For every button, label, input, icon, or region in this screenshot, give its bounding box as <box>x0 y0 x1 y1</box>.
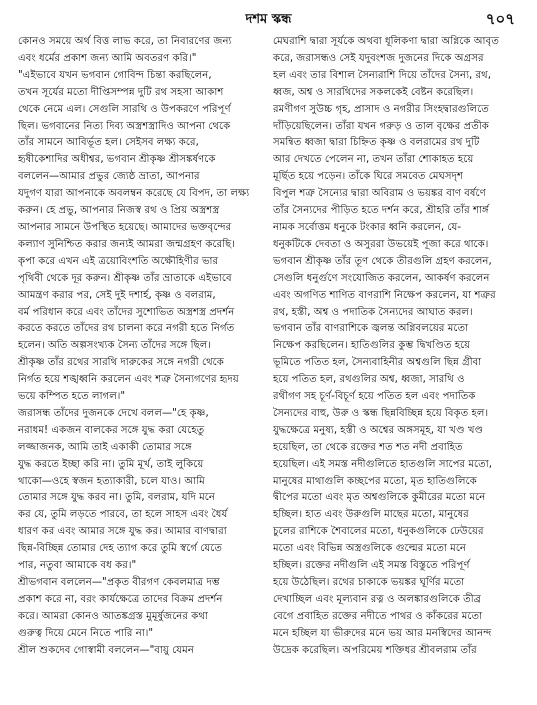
text-line: হৃষীকেশাদির অধীশ্বর, ভগবান শ্রীকৃষ্ণ শ্রীসঙ্কর্ষণকে <box>18 154 216 166</box>
text-line: মেঘরাশি দ্বারা সূর্যকে অথবা ধূলিকণা দ্বারা অগ্নিকে আবৃত <box>273 36 499 47</box>
text-line: বেগে প্রবাহিত রক্তের নদীতে পাথর ও কাঁকরের মতো <box>273 610 483 622</box>
text-line: নির্গত হয়ে শঙ্খধ্বনি করলেন এবং শত্রু সৈন্যগণের হৃদয় <box>18 374 239 386</box>
text-line: করতে করতে তাঁদের রথ চালনা করে নগরী হতে নির্গত <box>18 323 235 335</box>
text-line: সৈন্যদের বাহু, উরু ও স্কন্ধ ছিন্নবিচ্ছিন্ন হয়ে বিকৃত হল। <box>273 407 489 419</box>
text-line: বললেন—আমার প্রভুর জ্যেষ্ঠ ভ্রাতা, আপনার <box>18 171 200 183</box>
text-line: উদ্রেক করেছিল। অপরিমেয় শক্তিধর শ্রীবলরাম তাঁর <box>273 644 477 656</box>
text-line: হচ্ছিল। রক্তের নদীগুলি এই সমস্ত বিস্তুতে পরিপূর্ণ <box>273 560 470 572</box>
text-line: তাঁর সৈন্যদের পীড়িত হতে দর্শন করে, শ্রীহরি তাঁর শার্ঙ্গ <box>273 205 489 217</box>
text-line: শ্রীভগবান বললেন—"প্রকৃত বীরগণ কেবলমাত্র দম্ভ <box>18 577 220 588</box>
text-line: তোমার সঙ্গে যুদ্ধ করব না। তুমি, বলরাম, যদি মনে <box>18 492 215 504</box>
text-line: যদুগণ যারা আপনাকে অবলম্বন করেছে যে বিপদ, তা লক্ষ্য <box>18 188 250 200</box>
text-line: নিক্ষেপ করছিলেন। হাতিগুলির কুম্ভ দ্বিখণ্ডিত হয়ে <box>273 340 471 352</box>
text-line: ভগবান শ্রীকৃষ্ণ তাঁর তূণ থেকে তীরগুলি গ্রহণ করলেন, <box>273 255 492 267</box>
text-line: যুদ্ধক্ষেত্রে মনুষ্য, হস্তী ও অশ্বের অঙ্গসমূহ, যা খণ্ড খণ্ড <box>273 424 484 436</box>
text-line: পৃথিবী থেকে দূর করুন। শ্রীকৃষ্ণ তাঁর ভ্রাতাকে এইভাবে <box>18 272 232 284</box>
text-line: প্রকাশ করে না, বরং কার্যক্ষেত্রে তাদের বিক্রম প্রদর্শন <box>18 593 223 605</box>
text-line: দাঁড়িয়েছিলেন। তাঁরা যখন গরুড় ও তাল বৃক্ষের প্রতীক <box>273 120 489 132</box>
text-line: লজ্জাজনক, আমি তাই একাকী তোমার সঙ্গে <box>18 441 192 453</box>
text-line: কর যে, তুমি লড়তে পারবে, তা হলে সাহস এবং ধৈর্য <box>18 509 228 521</box>
text-line: করে, জরাসন্ধও সেই যদুবংশজ দুজনের দিকে অগ্রসর <box>273 52 484 64</box>
text-line: কল্যাণ সুনিশ্চিত করার জন্যই আমরা জন্মগ্রহণ করেছি। <box>18 238 235 250</box>
text-line: আপনার সামনে উপস্থিত হয়েছে। আমাদের ভক্তবৃন্দের <box>18 221 232 233</box>
text-line: মনে হচ্ছিল যা ভীরুদের মনে ভয় আর মনস্বিদের আনন্দ <box>273 627 492 639</box>
text-line: সেগুলি ধনুর্গুণে সংযোজিত করলেন, আকর্ষণ করলেন <box>273 272 490 284</box>
text-line: দেখাচ্ছিল এবং মূল্যবান রত্ন ও অলঙ্কারগুলিকে তীব্র <box>273 593 481 605</box>
text-line: আমন্ত্রণ করার পর, সেই দুই দশার্হ, কৃষ্ণ ও বলরাম, <box>18 289 216 301</box>
text-line: মূর্ছিত হয়ে পড়েন। তাঁকে ঘিরে সমবেত মেঘসদৃশ <box>273 171 463 183</box>
text-line: দ্বীপের মতো এবং মৃত অশ্বগুলিকে কুমীরের মতো মনে <box>273 492 486 504</box>
text-line: যুদ্ধ করতে ইচ্ছা করি না। তুমি মূর্খ, তাই লুকিয়ে <box>18 458 204 470</box>
text-line: হল এবং তার বিশাল সৈন্যরাশি দিয়ে তাঁদের সৈন্য, রথ, <box>273 69 491 81</box>
text-line: আর দেখতে পেলেন না, তখন তাঁরা শোকাহত হয়ে <box>273 154 474 166</box>
text-line: করে। আমরা কোনও আতঙ্কগ্রস্ত মুমূর্ষুজনের কথা <box>18 610 208 622</box>
text-line: হচ্ছিল। হাত এবং উরুগুলি মাছের মতো, মানুষের <box>273 509 469 521</box>
text-line: গুরুত্ব দিয়ে মেনে নিতে পারি না।" <box>18 627 154 639</box>
text-line: কৃপা করে এখন এই ত্রয়োবিংশতি অক্ষৌহিণীর ভার <box>18 255 219 267</box>
text-line: হয়ে পতিত হল, রথগুলির অশ্ব, ধ্বজা, সারথি ও <box>273 374 465 386</box>
text-line: রথীগণ সহ চূর্ণ-বিচূর্ণ হয়ে পতিত হল এবং পদাতিক <box>273 391 476 403</box>
page-header <box>16 8 521 30</box>
text-line: তখন সূর্যের মতো দীপ্তিসম্পন্ন দুটি রথ সহসা আকাশ <box>18 86 224 98</box>
text-line: সমন্বিত ধ্বজা দ্বারা চিহ্নিত কৃষ্ণ ও বলরামের রথ দুটি <box>273 137 480 149</box>
text-line: শ্রীল শুকদেব গোস্বামী বললেন—"বায়ু যেমন <box>18 644 194 656</box>
text-line: হয়েছিল, তা থেকে রক্তের শত শত নদী প্রবাহিত <box>273 441 463 453</box>
text-line: মতো এবং বিভিন্ন অস্ত্রগুলিকে গুল্মের মতো মনে <box>273 543 467 555</box>
text-line: থাকো—ওহে স্বজন হত্যাকারী, চলে যাও। আমি <box>18 475 205 487</box>
text-line: করুন। হে প্রভু, আপনার নিজস্ব রথ ও প্রিয় অস্ত্রশস্ত্র <box>18 205 220 217</box>
page-number: ৭০৭ <box>485 10 515 28</box>
text-line: রথ, হস্তী, অশ্ব ও পদাতিক সৈন্যদের আঘাত করল। <box>273 306 473 318</box>
text-line: বর্ম পরিধান করে এবং তাঁদের সুশোভিত অস্ত্রশস্ত্র প্রদর্শন <box>18 306 235 318</box>
text-line: বিপুল শত্রু সৈন্যের দ্বারা অবিরাম ও ভয়ঙ্কর বাণ বর্ষণে <box>273 188 486 200</box>
left-text-column <box>18 34 265 694</box>
text-line: হয়েছিল। এই সমস্ত নদীগুলিতে হাতগুলি সাপের মতো, <box>273 458 492 470</box>
running-title: দশম স্কন্ধ <box>245 12 292 27</box>
text-line: চুলের রাশিকে শৈবালের মতো, ধনুকগুলিকে ঢেউয়ের <box>273 526 484 538</box>
text-line: ছিল। ভগবানের নিত্য দিব্য অস্ত্রশস্ত্রাদিও আপনা থেকে <box>18 120 231 132</box>
text-line: ভূমিতে পতিত হল, সৈন্যবাহিনীর অশ্বগুলি ছিন্ন গ্রীবা <box>273 357 482 369</box>
text-line: রমণীগণ সুউচ্চ গৃহ, প্রাসাদ ও নগরীর সিংহদ্বারগুলিতে <box>273 103 489 115</box>
right-text-column <box>273 34 520 694</box>
text-line: ছিন্ন-বিচ্ছিন্ন তোমার দেহ ত্যাগ করে তুমি স্বর্গে যেতে <box>18 543 222 555</box>
text-line: এবং অগণিত শাণিত বাণরাশি নিক্ষেপ করলেন, যা শত্রুর <box>273 289 496 301</box>
text-line: ভগবান তাঁর বাণরাশিকে জ্বলন্ত অগ্নিবলয়ের মতো <box>273 323 469 335</box>
text-line: ভয়ে কম্পিত হতে লাগল।" <box>18 391 126 403</box>
text-line: হলেন। অতি অল্পসংখ্যক সৈন্য তাঁদের সঙ্গে ছিল। <box>18 340 211 352</box>
text-line: "এইভাবে যখন ভগবান গোবিন্দ চিন্তা করছিলেন, <box>18 69 212 81</box>
text-line: নামক সর্বোত্তম ধনুকে টংকার ধ্বনি করলেন, যে- <box>273 221 462 233</box>
text-line: ধারণ কর এবং আমার সঙ্গে যুদ্ধ কর। আমার বাণদ্বারা <box>18 526 227 538</box>
text-line: হয়ে উঠেছিল। রথের চাকাকে ভয়ঙ্কর ঘূর্ণির মতো <box>273 577 465 588</box>
text-line: নরাধম! একজন বালকের সঙ্গে যুদ্ধ করা যেহেতু <box>18 424 205 436</box>
text-line: ধনুকটিকে দেবতা ও অসুররা উভয়েই পূজা করে থাকে। <box>273 238 489 250</box>
text-line: পার, নতুবা আমাকে বধ কর।" <box>18 560 137 572</box>
text-line: থেকে নেমে এল। সেগুলি সারথি ও উপকরণে পরিপূর্ণ <box>18 103 231 115</box>
text-line: মানুষের মাথাগুলি কচ্ছপের মতো, মৃত হাতিগুলিকে <box>273 475 477 487</box>
text-line: জরাসন্ধ তাঁদের দুজনকে দেখে বলল—"হে কৃষ্ণ, <box>18 407 209 419</box>
text-line: শ্রীকৃষ্ণ তাঁর রথের সারথি দারুকের সঙ্গে নগরী থেকে <box>18 357 224 369</box>
text-line: ধ্বজ, অশ্ব ও সারথিদের সকলকেই বেষ্টন করেছিল। <box>273 86 474 98</box>
text-line: তাঁর সামনে আবির্ভূত হল। সেইসব লক্ষ্য করে, <box>18 137 199 149</box>
text-line: এবং ধর্মের প্রকাশ জন্য আমি অবতরণ করি।" <box>18 52 197 64</box>
text-line: কোনও সময়ে অর্থ বিত্ত লাভ করে, তা নিবারণের জন্য <box>18 36 232 47</box>
